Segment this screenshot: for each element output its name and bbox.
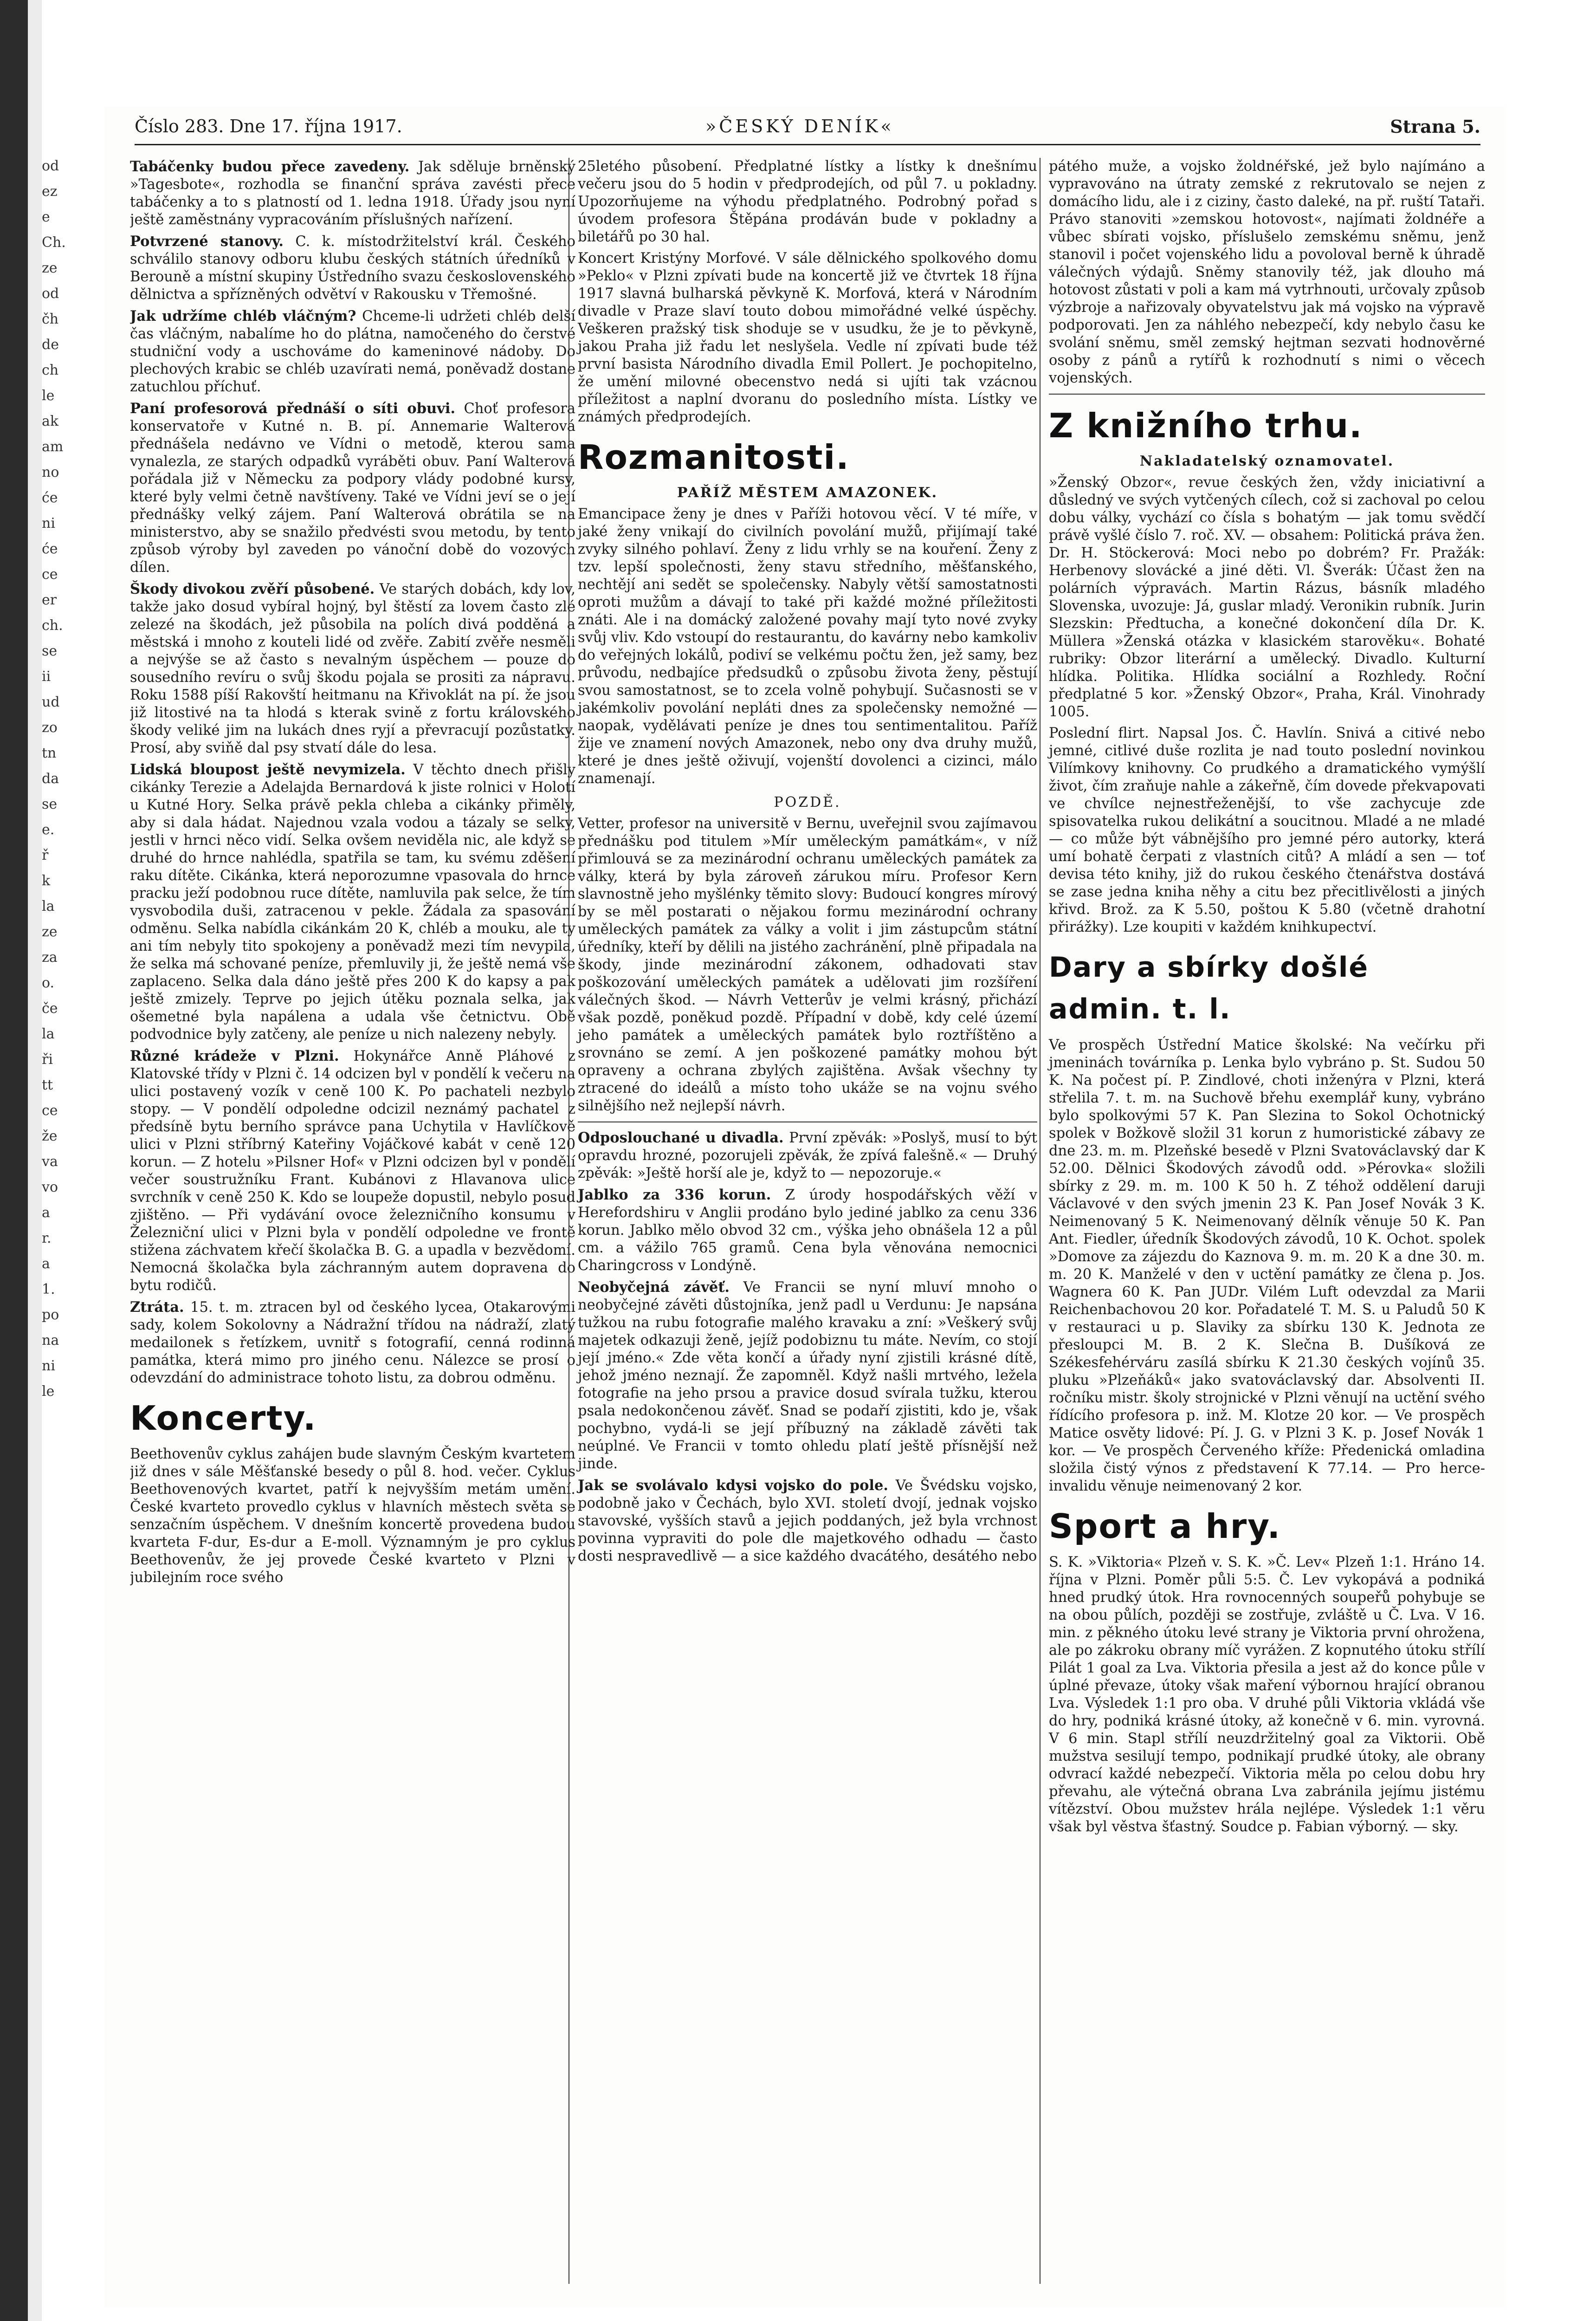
short-notice [130,400,575,577]
vojsko-text: Ve Švédsku vojsko, podobně jako v Čechách, bylo XVI. století dvojí, jednak vojsko stavovské, vyšších stavů a jejich poddaných, jež byla vrchnost povinna vypraviti do pole dle majetkového odhadu — často dosti nespravedlivě — a sice každého dvacátého, desátého nebo [578,1478,1037,1564]
margin-fragment: e. [42,822,55,838]
margin-fragment: vo [42,1179,58,1195]
knizni-subtitle: Nakladatelský oznamovatel. [1139,453,1395,469]
vojsko-article [578,1477,1037,1565]
margin-fragment: se [42,796,58,812]
margin-fragment: ce [42,566,58,583]
article-title-pariz: PAŘÍŽ MĚSTEM AMAZONEK. [677,485,938,501]
margin-fragment: tn [42,745,57,761]
short-notice [130,233,575,304]
margin-fragment: a [42,1205,50,1221]
koncert-morfova-article: Koncert Kristýny Morfové. V sále dělnického spolkového domu »Peklo« v Plzni zpívati bude na koncertě již ve čtvrtek 18 října 1917 slavná bulharská pěvkyně K. Morfová, která v Národním divadle v Praze slaví touto dobou mimořádné velké úspěchy. Veškeren pražský tisk shoduje se v usudku, že je to pěvkyně, jakou Praha již řadu let neslyšela. Vedle ní zpívati bude též první basista Národního divadla Emil Pollert. Je pochopitelno, že umění milovné obecenstvo nedá si ujíti tak vzácnou příležitost a naplní dvoranu do posledního místa. Lístky ve známých předprodejích. [578,250,1037,425]
margin-fragment: le [42,1383,55,1400]
margin-fragment: će [42,490,58,506]
margin-fragment: ch. [42,617,63,634]
zavet-title: Neobyčejná závěť. [578,1279,730,1296]
jablko-article [578,1186,1037,1275]
margin-fragment: ak [42,413,59,429]
article-title-pozde: POZDĚ. [774,794,841,810]
margin-fragment: la [42,1026,55,1042]
odposlouchane-title: Odposlouchané u divadla. [578,1129,784,1146]
koncerty-article: Beethovenův cyklus zahájen bude slavným Českým kvartetem již dnes v sále Měšťanské besedy o půl 8. hod. večer. Cyklus Beethovenových kvartet, patří k nejvyšším metám umění. České kvarteto provedlo cyklus v hlavních městech světa se senzačním úspěchem. V dnešním koncertě provedena budou kvarteta F-dur, Es-dur a E-moll. Významným je pro cyklus Beethovenův, že jej provede České kvarteto v Plzni v jubilejním roce svého [130,1446,575,1586]
margin-fragment: čh [42,311,59,327]
rubric-knizni-trh: Z knižního trhu. [1049,406,1363,445]
short-notice-text: V těchto dnech přišly cikánky Terezie a Adelajda Bernardová k jiste rolnici v Holotí u Kutné Hory. Selka právě pekla chleba a cikánky přiměly, aby si dala hádat. Najednou vzala vodou a tázaly se selky, jestli v hrnci něco vidí. Selka ovšem neviděla nic, ale když se druhé do hrnce nahlédla, spatřila se tam, ku svému zděšení raku dítěte. Cikánka, která neporozumne vpasovala do hrnce pracku ježí podobnou ruce dítěte, namluvila pak selce, že tím vysvobodila duši, zatracenou v pekle. Žádala za spasování odměnu. Selka nabídla cikánkám 20 K, chléb a mouku, ale ty ani tím nebyly tito spokojeny a poněvadž mezi tím nevypila, že selka má schované peníze, přemluvily ji, že ještě nemá vše zaplaceno. Selka dala dáno ještě přes 200 K do kapsy a pak ještě zmizely. Teprve po jejich útěku poznala selka, jak ošemetné byla napálena a udala vše četnictvu. Obě podvodnice byly zatčeny, ale peníze u nich nalezeny nebyly. [130,762,575,1043]
short-notice-text: Chceme-li udržeti chléb delší čas vláčným, nabalíme ho do plátna, namočeného do čerstvé studniční vody a uschováme do kameninové nádoby. Do plechových krabic se chléb uzavírati nemá, poněvadž dostane zatuchlou příchuť. [130,308,575,395]
rubric-sport: Sport a hry. [1049,1507,1281,1546]
newspaper-page [104,107,1506,2307]
column-2 [569,158,1037,2284]
short-notice [130,158,575,229]
margin-fragment: de [42,337,59,353]
margin-fragment: a [42,1256,50,1272]
short-notice-title: Potvrzené stanovy. [130,233,284,250]
page-number: Strana 5. [1390,116,1480,137]
masthead: »ČESKÝ DENÍK« [705,116,894,136]
posledni-flirt-article: Poslední flirt. Napsal Jos. Č. Havlín. Snivá a citivé nebo jemné, citlivé duše rozlita je nad touto poslední novinkou Vilímkovy knihovny. Co prudkého a dramatického vymýšlí život, čím zraňuje nahle a zákeřně, čím dovede překvapovati ve chvílce nejnestřeženější, to vše zachycuje zde spisovatelka rukou delikátní a soucitnou. Mladé a ne mladé — co může být vábnějšího pro jemné péro autorky, která umí bohatě čerpati z vlastních citů? A mládí a sen — toť devisa této knihy, již do rukou českého čtenářstva dostává se zase jedna kniha něhy a citu bez přecitlivělosti a jiných křivd. Brož. za K 5.50, poštou K 5.80 (včetně drahotní přirážky). Lze koupiti v každém knihkupectví. [1049,725,1485,935]
margin-fragment: o. [42,975,55,991]
pozde-article: Vetter, profesor na universitě v Bernu, uveřejnil svou zajímavou přednášku pod titulem »Mír uměleckým památkám«, v níž přimlouvá se za mezinárodní ochranu uměleckých památek za války, která by byla zároveň zárukou míru. Profesor Kern slavnostně jeho myšlénky těmito slovy: Budoucí kongres mírový by se měl postarati o nějakou formu mezinárodní ochrany uměleckých památek za války a volit i jim zástupcům státní úředníky, kteří by dělili na jistého zachránění, plně připadala na škody, jinde mezinárodní zákonem, odhadovati stav poškozování uměleckých památek a udělovati jim rozšíření válečných škod. — Návrh Vetterův je velmi krásný, přichází však pozdě, poněkud pozdě. Případní v době, kdy celé území jeho památek a uměleckých památek bylo roztříštěno a srovnáno se zemí. A jen poškozené památky mohou být opraveny a ochrana zbylých zajištěna. Avšak všechny ty ztracené do ideálů a místo toho ukáže se na vojnu svého silnějšího než nejlepší návrh. [578,816,1037,1114]
margin-fragment: se [42,643,58,659]
zavet-text: Ve Francii se nyní mluví mnoho o neobyčejné závěti důstojníka, jenž padl u Verdunu: Je napsána tužkou na rubu fotografie malého kravaku a zní: »Veškerý svůj majetek odkazuji ženě, jejíž podobiznu tu máte. Nevím, co stojí její jméno.« Zde věta končí a úřady nyní zjistili krásné dítě, jehož jméno neznají. Že zapomněl. Když našli mrtvého, ležela fotografie na jeho prsou a pravice dosud svírala tužku, kterou psala nedokončenou závěť. Snad se podaří zjistiti, kdo je, však pochybno, vydá-li se její příbuzný na základě závěti tak neúplné. Ve Francii v tomto ohledu platí ještě přísnější než jinde. [578,1279,1037,1472]
divider [1049,394,1485,395]
margin-fragment: od [42,158,59,174]
column-1-articles [130,158,575,1387]
margin-fragment: 1. [42,1281,55,1297]
rubric-rozmanitosti: Rozmanitosti. [578,438,850,477]
short-notice-title: Ztráta. [130,1299,184,1316]
margin-fragment: ez [42,183,58,200]
margin-fragment: da [42,771,59,787]
rubric-dary: Dary a sbírky došlé admin. t. l. [1049,951,1369,1025]
sport-article: S. K. »Viktoria« Plzeň v. S. K. »Č. Lev« Plzeň 1:1. Hráno 14. října v Plzni. Poměr půli 5:5. Č. Lev vykopává a podniká hned prudký útok. Hra rovnocenných soupeřů pohybuje se na obou půlích, později se zostřuje, zvláště u Č. Lva. V 16. min. z pěkného útoku levé strany je Viktoria první ohrožena, ale po zákroku obrany míč vyrážen. Z kopnutého útoku střílí Pilát 1 goal za Lva. Viktoria přesila a jest až do konce půle v úplné převaze, útoky však maření výbornou hrající obranou Lva. Výsledek 1:1 pro oba. V druhé půli Viktoria vkládá vše do hry, podniká krásné útoky, až konečně v 6. min. vyrovná. V 6 min. Stapl střílí neuzdržitelný goal za Viktorii. Obě mužstva sesilují tempo, podnikají prudké útoky, ale obrany odvrací každé nebezpečí. Viktoria měla po celou dobu hry převahu, ale výtečná obrana Lva zabránila jejímu jistému vítězství. Obou mužstev hrála nejlépe. Výsledek 1:1 věru však byl věstva šťastný. Soudce p. Fabian výborný. — sky. [1049,1554,1485,1835]
short-notice [130,1298,575,1387]
margin-fragment: že [42,1128,58,1144]
margin-fragment: er [42,592,57,608]
margin-fragment: ch [42,362,59,378]
margin-fragment: k [42,873,51,889]
pariz-article: Emancipace ženy je dnes v Paříži hotovou věcí. V té míře, v jaké ženy vnikají do civilních povolání mužů, přijímají také zvyky silného pohlaví. Ženy z lidu vrhly se na kouření. Ženy z tzv. lepší společnosti, ženy stavu středního, měšťanského, nechtějí ani sedět se společensky. Nabyly větší samostatnosti oproti mužům a dávají to také při každé možné příležitosti znáti. Ale i na domácký založené povahy mají tyto nové zvyky svůj vliv. Kdo vstoupí do restaurantu, do kavárny nebo kamkoliv do veřejných lokálů, podiví se velkému počtu žen, jež samy, bez průvodu, nedbajíce předsudků o způsobu života ženy, pěstují svou samostatnost, se to zcela volně pohybují. Sučasnosti se v jakémkoliv povolání nepláti dnes za společensky nemožné — naopak, vydělávati peníze je dnes tou sentimentalitou. Paříž žije ve znamení nových Amazonek, nebo ony dva druhy mužů, které je dnes ještě oživují, vojenští dovolenci a cizinci, málo znamenají. [578,506,1037,787]
margin-fragment: ze [42,260,58,276]
margin-fragment: za [42,949,58,966]
previous-page-fragments [42,153,93,2103]
scan-gutter [28,0,42,2321]
short-notice-title: Škody divokou zvěří působené. [130,581,375,597]
margin-fragment: Ch. [42,234,66,251]
margin-fragment: r. [42,1230,52,1246]
margin-fragment: ce [42,1102,58,1119]
short-notice-text: Choť profesora konservatoře v Kutné n. B. pí. Annemarie Walterová přednášela nedávno ve Vídni o metodě, kterou sama vynalezla, ze starých odpadků vyráběti obuv. Paní Walterová pořádala již v Německu za podpory vlády podobné kursy, které byly velmi četně navštíveny. Také ve Vídni jeví se o její přednášky velký zájem. Paní Walterová obrátila se na ministerstvo, aby se snažilo předvésti svou metodu, by tento způsob výroby byl zaveden po vánoční době do vozových dílen. [130,401,575,576]
margin-fragment: će [42,541,58,557]
vojsko-continuation: pátého muže, a vojsko žoldnéřské, jež bylo najímáno a vypravováno na útraty zemské z rekrutovalo se nejen z domácího lidu, ale i z ciziny, často daleké, na př. ruští Tataři. Právo stanoviti »zemskou hotovost«, najímati žoldnéře a vůbec sbírati vojsko, příslušelo zemskému sněmu, jenž stanovil i počet vojenského lidu a povoloval berně k úhradě válečných výdajů. Sněmy stanovily též, jak dlouho má hotovost zůstati v poli a kam má vytrhnouti, určovaly způsob výzbroje a nařizovaly obyvatelstvu jak má vojsko na výpravě podporovati. Jen za náhlého nebezpečí, kdy nebylo času ke svolání sněmu, směl zemský hejtman sezvati hodnověrné osoby z pánů a rytířů k rozhodnutí s nimi o věcech vojenských. [1049,158,1485,386]
margin-fragment: va [42,1154,58,1170]
vojsko-title: Jak se svolávalo kdysi vojsko do pole. [578,1477,889,1494]
margin-fragment: tt [42,1077,53,1093]
dary-article: Ve prospěch Ústřední Matice školské: Na večírku při jmeninách továrníka p. Lenka bylo vybráno p. St. Sudou 50 K. Na počest pí. P. Zindlové, choti inženýra v Plzni, která střelila 7. t. m. na Suchově břehu exemplář kuny, vybráno bylo spolkovými 57 K. Pan Slezina to Sokol Ochotnický spolek v Božkově složil 31 korun z humoristické zábavy ze dne 23. m. m. Plzeňské besedě v Plzni Svatováclavský dar K 52.00. Dělnici Škodových závodů odd. »Pérovka« složili sbírky z 29. m. m. 100 K 50 h. Z téhož oddělení daruji Václavové v den svých jmenin 23 K. Pan Josef Novák 3 K. Neimenovaný 5 K. Neimenovaný dělník věnuje 50 K. Pan Ant. Fiedler, úředník Škodových závodů, 10 K. Ochot. spolek »Domove za zájezdu do Kaznova 9. m. m. 20 K a dne 30. m. m. 20 K. Manželé v den v uctění památky ze člena p. Jos. Wagnera 60 K. Pan JUDr. Vilém Luft odevzdal za Marii Reichenbachovou 20 kor. Pořadatelé T. M. S. u Paludů 50 K v restauraci u p. Slaviky za sbírku 130 K. Jednota ze přesloupci M. B. 2 K. Slečna B. Dušíková ze Székesfehérváru zasílá sbírku K 21.30 českých vojínů 35. pluku »Plzeňáků« jako svatováclavský dar. Absolventi II. ročníku mistr. školy strojnické v Plzni věnují na uctění svého řídícího profesora p. inž. M. Klotze 20 kor. — Ve prospěch Matice osvěty lidové: Pí. J. G. v Plzni 3 K. p. Josef Novák 1 kor. — Ve prospěch Červeného kříže: Předenická omladina složila čistý výnos z představení K 77.14. — Pro herce-invalidu věnuje neimenovaný 2 kor. [1049,1037,1485,1494]
margin-fragment: no [42,464,59,480]
short-notice-text: C. k. místodržitelství král. Českého schválilo stanovy odboru klubu českých státních úředníků v Berouně a místní skupiny Ústředního svazu československého dělnictva a spřízněných odvětví v Rakousku v Třemošné. [130,233,575,303]
short-notice-title: Tabáčenky budou přece zavedeny. [130,158,410,175]
column-1 [130,158,575,2284]
margin-fragment: od [42,285,59,302]
jablko-text: Z úrody hospodářských věží v Herefordshiru v Anglii prodáno bylo jediné jablko za cenu 336 korun. Jablko mělo obvod 32 cm., výška jeho obnášela 12 a půl cm. a vážilo 765 gramů. Cena byla věnována nemocnici Charingcross v Londýně. [578,1187,1037,1274]
short-notice [130,580,575,757]
margin-fragment: ni [42,1358,55,1374]
short-notice-title: Paní profesorová přednáší o síti obuvi. [130,400,456,417]
margin-fragment: ii [42,668,51,685]
short-notice-title: Lidská bloupost ještě nevymizela. [130,761,406,778]
margin-fragment: ř [42,847,49,863]
koncerty-continuation: 25letého působení. Předplatné lístky a lístky k dnešnímu večeru jsou do 5 hodin v předprodejích, od půl 7. u pokladny. Upozorňujeme na výhodu předplatného. Podrobný pořad s úvodem profesora Štěpána prodáván bude v pokladny a biletářů po 30 hal. [578,158,1037,245]
short-notice-title: Jak udržíme chléb vláčným? [130,308,356,324]
margin-fragment: le [42,388,55,404]
column-3 [1040,158,1485,2284]
margin-fragment: če [42,1000,58,1017]
margin-fragment: am [42,439,64,455]
margin-fragment: ni [42,515,55,532]
margin-fragment: e [42,209,50,225]
jablko-title: Jablko za 336 korun. [578,1186,771,1203]
scan-dark-edge [0,0,28,2321]
margin-fragment: ři [42,1051,53,1068]
short-notice [130,1047,575,1295]
margin-fragment: ud [42,694,60,710]
short-notice-title: Různé krádeže v Plzni. [130,1048,339,1064]
short-notice [130,761,575,1044]
margin-fragment: la [42,898,55,914]
short-notice [130,307,575,396]
zavet-article [578,1278,1037,1473]
page-header [135,116,1480,145]
short-notice-text: Hokynářce Anně Pláhové z Klatovské třídy v Plzni č. 14 odcizen byl v pondělí k večeru na ulici postavený vozík v ceně 100 K. Po pachateli nezbylo stopy. — V pondělí odpoledne odcizil neznámý pachatel z předsíně bytu berního správce pana Uchytila v Havlíčkově ulici v Plzni stříbrný Kateřiny Vojáčkové kabát v ceně 120 korun. — Z hotelu »Pilsner Hof« v Plzni odcizen byl v pondělí večer soustružníku Frant. Kubánovi z Hlavanova ulice svrchník v ceně 250 K. Kdo se loupeže dopustil, nebylo posud zjištěno. — Při vydávání ovoce železničního konsumu v Železniční ulici v Plzni byla v pondělí odpoledne ve frontě stižena záchvatem křečí školačka B. G. a upadla v bezvědomí. Nemocná školačka byla záchranným autem dopravena do bytu rodičů. [130,1048,575,1294]
short-notice-text: 15. t. m. ztracen byl od českého lycea, Otakarovými sady, kolem Sokolovny a Nádražní třídou na nádraží, zlatý medailonek s řetízkem, uvnitř s fotografií, cenná rodinná památka, která mimo pro jiného cenu. Nálezce se prosí o odevzdání do administrace tohoto listu, za dobrou odměnu. [130,1299,575,1386]
margin-fragment: na [42,1332,59,1349]
short-notice-text: Jak sděluje brněnský »Tagesbote«, rozhodla se finanční správa zavésti přece tabáčenky a to s platností od 1. ledna 1918. Úřady jsou nyní ještě zaměstnány vypracováním příslušných nařízení. [130,159,575,228]
margin-fragment: zo [42,720,58,736]
odposlouchane-text: První zpěvák: »Poslyš, musí to být opravdu hrozné, pozorujeli zpěvák, že zpívá falešně.« — Druhý zpěvák: »Ještě horší ale je, když to — nepozoruje.« [578,1130,1037,1181]
rubric-koncerty: Koncerty. [130,1399,317,1438]
margin-fragment: ze [42,924,58,940]
issue-number-date: Číslo 283. Dne 17. října 1917. [135,116,402,136]
short-notice-text: Ve starých dobách, kdy lov, takže jako dosud vybíral hojný, byl štěstí za lovem často zlé zelezé na škodách, jež působila na polích divá podděná a městská i mnoho z kouteli lidé od zvěře. Zabití zvěře nesměli a nejvýše se až často s nevalným úspěchem — pouze do sousedního revíru o svůj škodu pojala se prositi za nápravu. Roku 1588 píší Rakovští heitmanu na Křivoklát na pí. že jsou již litostivé na ta hlodá s kterak svině z fortu královského škody veliké jim na lukách dnes ryjí a převracují pozůstatky. Prosí, aby sviňě dal psy stvatí dále do lesa. [130,581,575,756]
zensky-obzor-article: »Ženský Obzor«, revue českých žen, vždy iniciativní a důsledný ve svých vytčených cílech, což si zachoval po celou dobu války, vychází co čísla s bohatým — jak tomu svědčí právě vyšlé číslo 7. roč. XV. — obsahem: Politická práva žen. Dr. H. Stöckerová: Moci nebo po dobrém? Fr. Pražák: Herbenovy slovácké a jiné děti. Vl. Šverák: Účast žen na polárních výpravách. Martin Rázus, básník mladého Slovenska, uvozuje: Já, guslar mladý. Veronikin rubník. Jurin Slezskin: Předtucha, a konečné dokončení díla Dr. K. Müllera »Ženská otázka v klasickém starověku«. Bohaté rubriky: Obzor literární a umělecký. Divadlo. Kulturní hlídka. Politika. Hlídka sociální a Rozhledy. Roční předplatné 5 kor. »Ženský Obzor«, Praha, Král. Vinohrady 1005. [1049,474,1485,720]
margin-fragment: po [42,1307,59,1323]
odposlouchane-article [578,1129,1037,1182]
